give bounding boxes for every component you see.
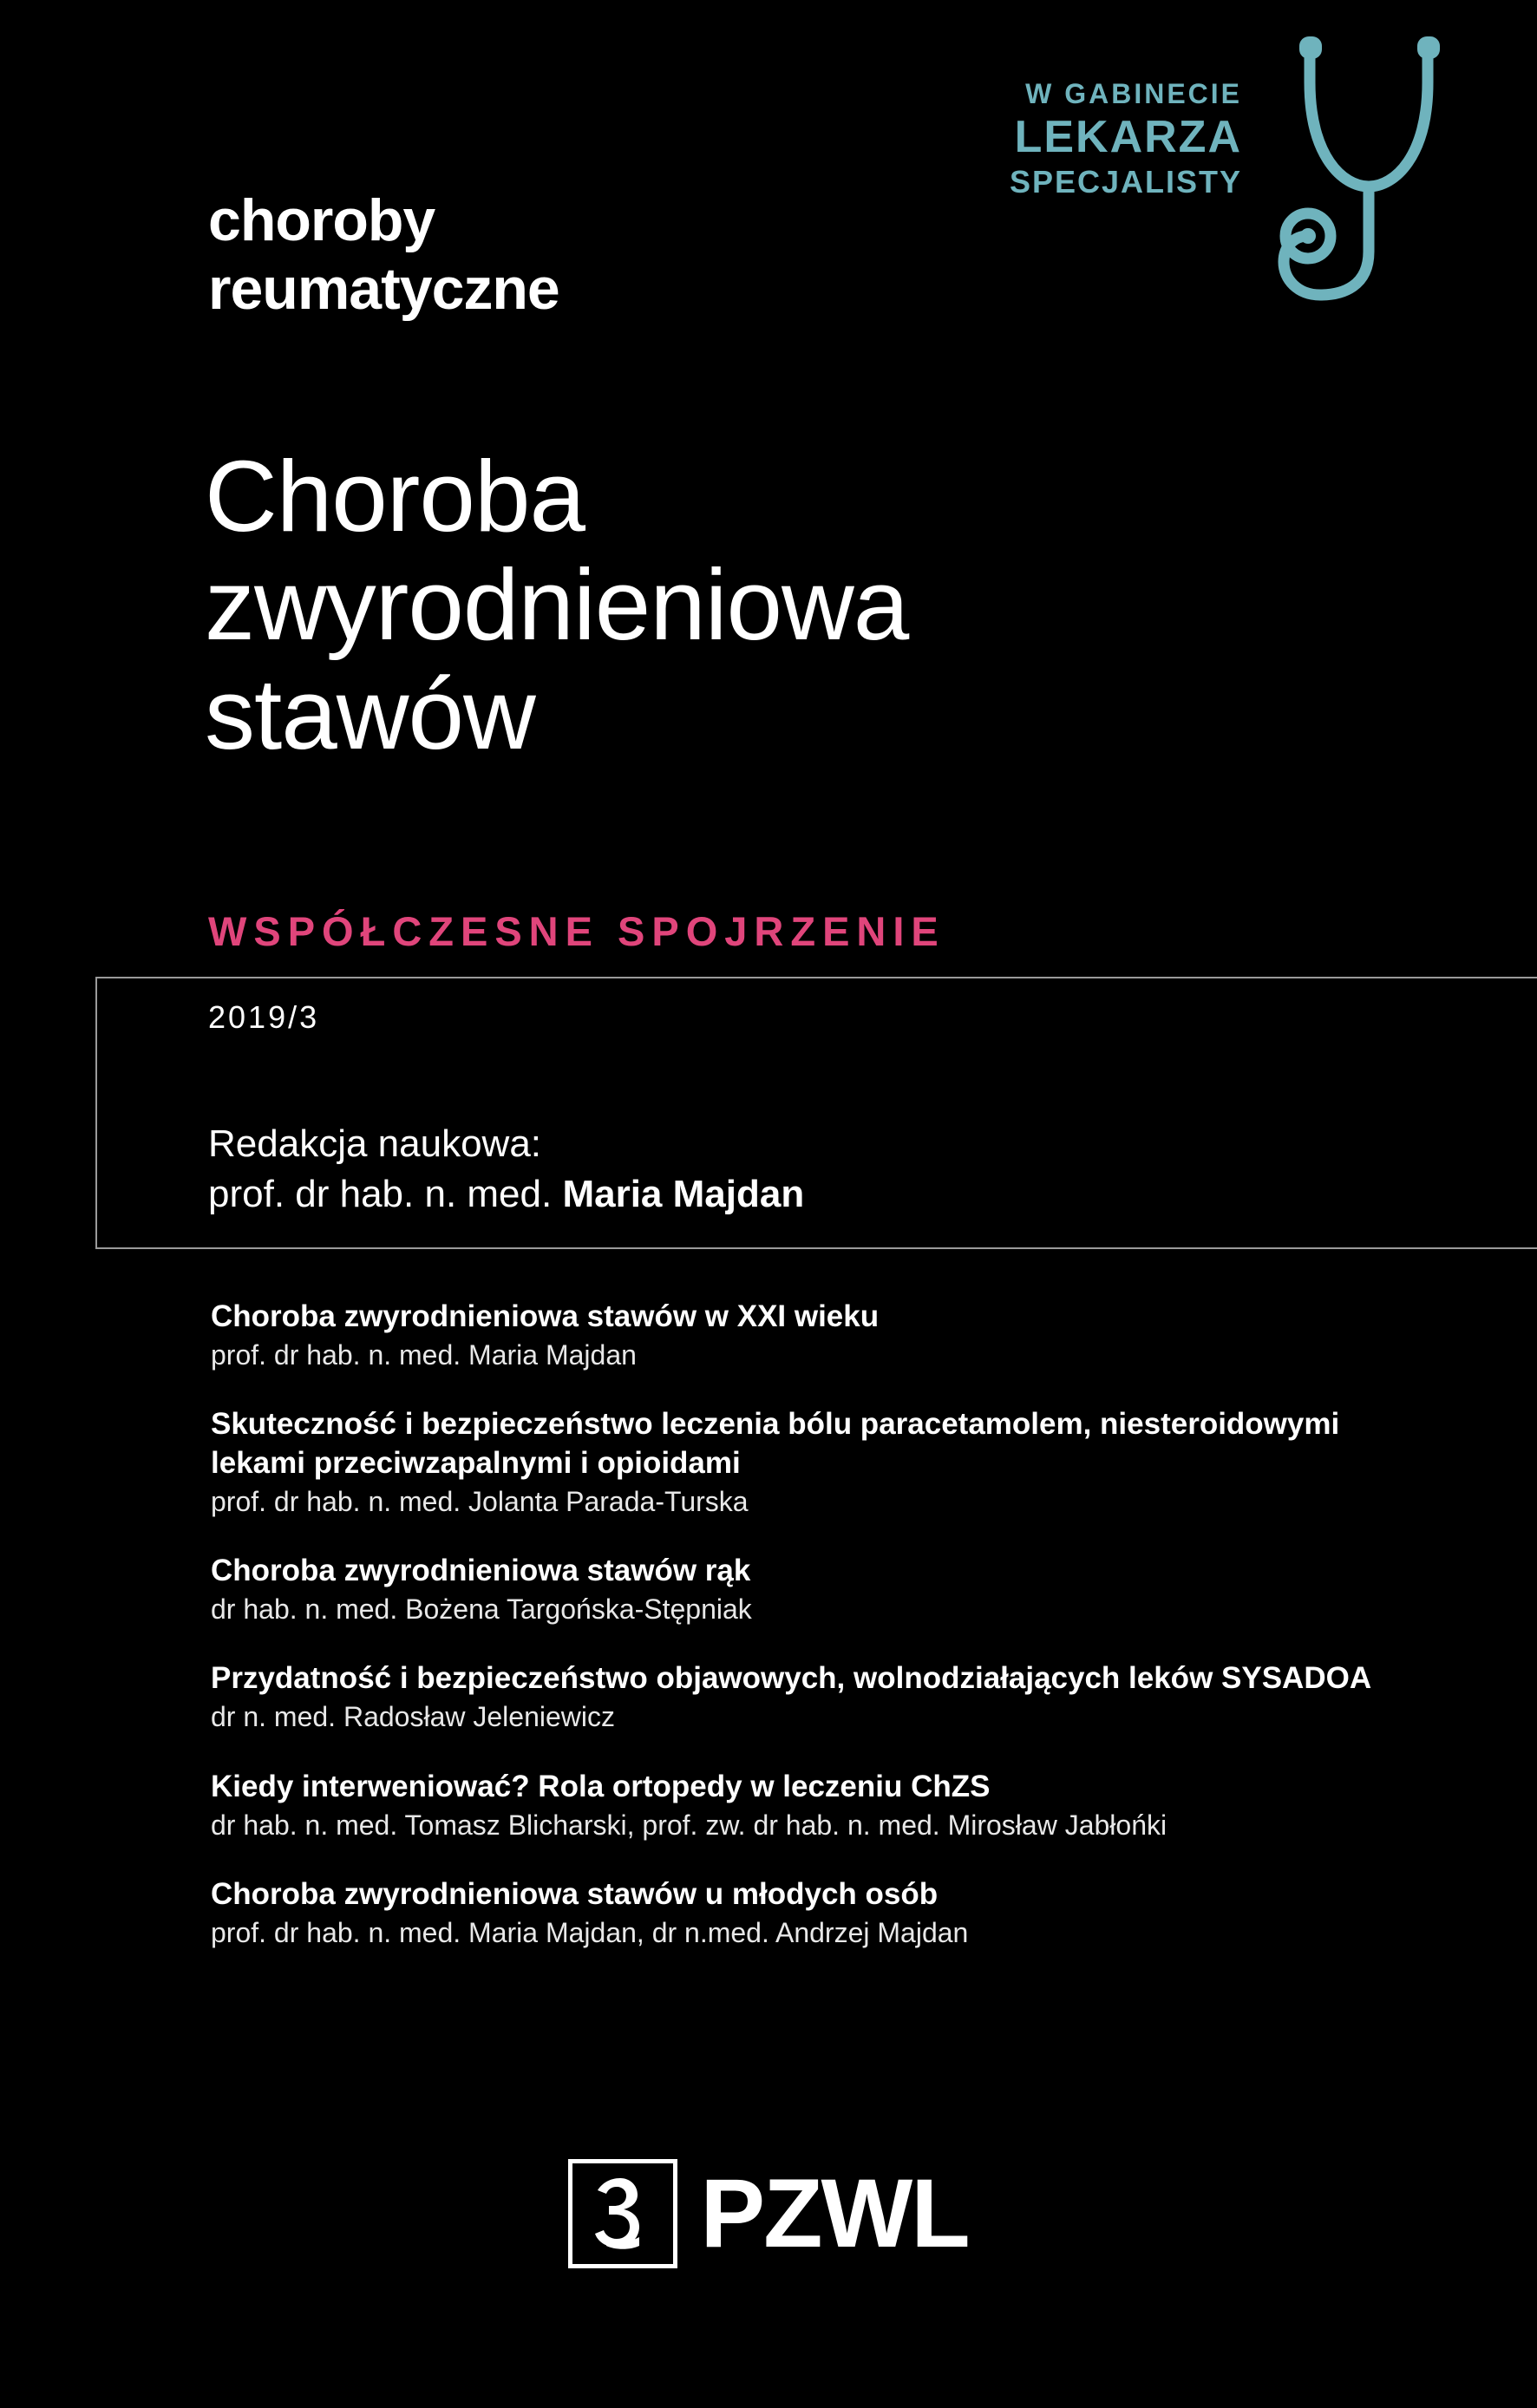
list-item: [211, 1405, 1425, 1519]
list-item: [211, 1298, 1425, 1372]
publisher-name: PZWL: [700, 2159, 969, 2267]
table-of-contents: [211, 1298, 1425, 1984]
series-title-line-1: choroby: [208, 187, 435, 253]
divider-left-vertical: [95, 977, 97, 1247]
pzwl-emblem-glyph-icon: [585, 2175, 660, 2253]
toc-title: Przydatność i bezpieczeństwo objawowych, wolnodziałających leków SYSADOA: [211, 1661, 1372, 1696]
series-badge-text: [956, 78, 1242, 201]
list-item: [211, 1659, 1425, 1734]
series-title: [208, 186, 559, 324]
toc-author: dr hab. n. med. Bożena Targońska-Stępniak: [211, 1593, 752, 1625]
toc-title: Kiedy interweniować? Rola ortopedy w leczeniu ChZS: [211, 1769, 991, 1803]
pzwl-emblem-icon: [568, 2159, 677, 2268]
toc-title: Choroba zwyrodnieniowa stawów w XXI wieku: [211, 1299, 880, 1333]
series-badge-line-1: W GABINECIE: [1025, 78, 1242, 109]
toc-author: prof. dr hab. n. med. Jolanta Parada-Turska: [211, 1485, 749, 1517]
editor-label: Redakcja naukowa:: [208, 1122, 542, 1165]
book-title-line-1: Choroba: [205, 440, 585, 553]
stethoscope-icon: [1259, 35, 1476, 373]
book-subtitle: WSPÓŁCZESNE SPOJRZENIE: [208, 908, 945, 954]
toc-title: Choroba zwyrodnieniowa stawów u młodych osób: [211, 1877, 939, 1912]
book-title: [205, 442, 908, 769]
editor-block: [208, 1119, 804, 1220]
book-title-line-3: stawów: [205, 657, 535, 770]
toc-title: Choroba zwyrodnieniowa stawów rąk: [211, 1553, 751, 1587]
series-badge-line-3: SPECJALISTY: [1009, 164, 1242, 200]
list-item: [211, 1552, 1425, 1626]
divider-bottom: [95, 1247, 1537, 1249]
editor-degree: prof. dr hab. n. med.: [208, 1173, 553, 1216]
list-item: [211, 1768, 1425, 1842]
series-title-line-2: reumatyczne: [208, 255, 559, 322]
toc-author: prof. dr hab. n. med. Maria Majdan: [211, 1339, 637, 1371]
series-badge: [956, 35, 1476, 382]
book-title-line-2: zwyrodnieniowa: [205, 548, 909, 662]
toc-author: dr hab. n. med. Tomasz Blicharski, prof. zw. dr hab. n. med. Mirosław Jabłońki: [211, 1809, 1167, 1841]
publisher-logo: [0, 2157, 1537, 2269]
toc-author: prof. dr hab. n. med. Maria Majdan, dr n.med. Andrzej Majdan: [211, 1917, 969, 1949]
toc-title: Skuteczność i bezpieczeństwo leczenia bólu paracetamolem, niesteroidowymi lekami przeciwzapalnymi i opioidami: [211, 1407, 1340, 1480]
issue-number: 2019/3: [208, 999, 320, 1035]
series-badge-line-2: LEKARZA: [1014, 111, 1242, 162]
editor-name: Maria Majdan: [562, 1173, 805, 1216]
toc-author: dr n. med. Radosław Jeleniewicz: [211, 1701, 615, 1733]
divider-top: [95, 977, 1537, 978]
list-item: [211, 1875, 1425, 1950]
